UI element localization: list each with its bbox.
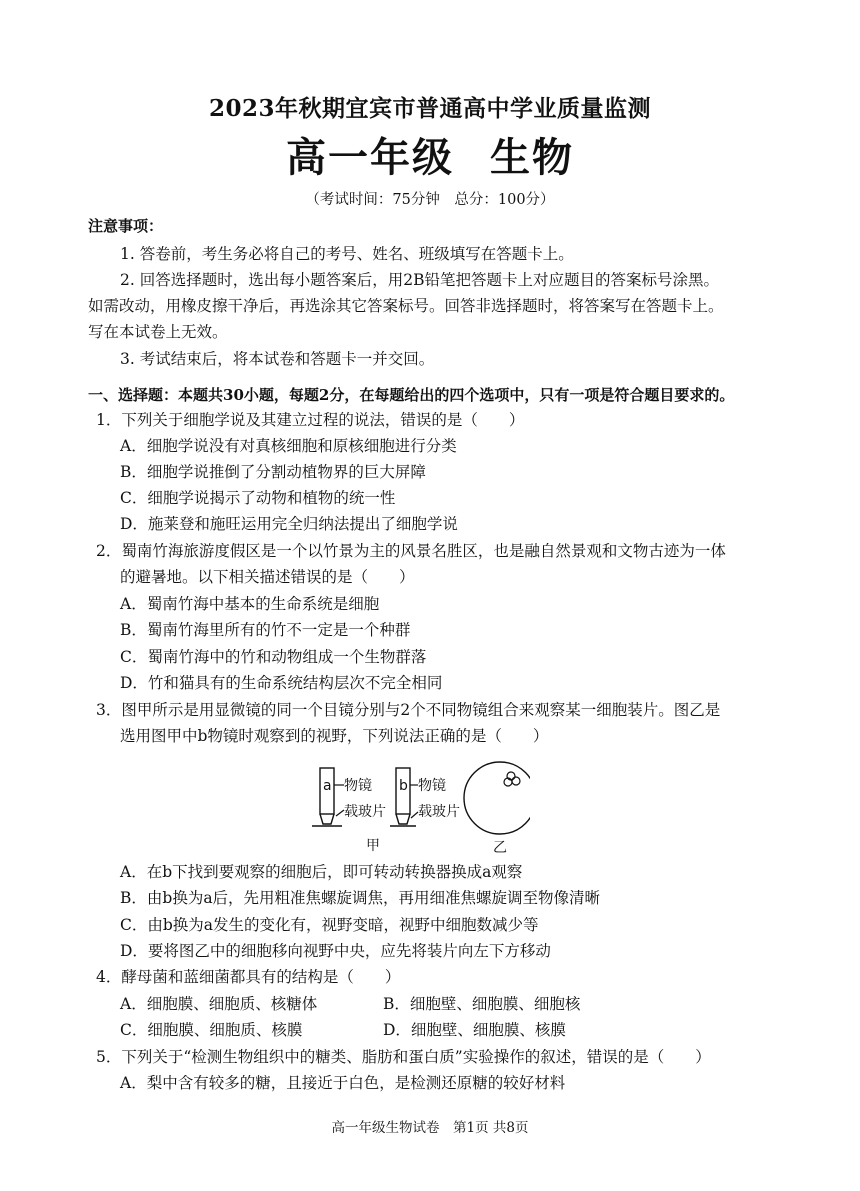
question-4-option-d: D．细胞壁、细胞膜、核膜 <box>383 1021 566 1039</box>
question-4-option-a: A．细胞膜、细胞质、核糖体 <box>120 995 318 1013</box>
main-title: 2023年秋期宜宾市普通高中学业质量监测 <box>208 95 651 122</box>
question-3-option-b: B．由b换为a后，先用粗准焦螺旋调焦，再用细准焦螺旋调至物像清晰 <box>120 889 601 907</box>
question-2-option-c: C．蜀南竹海中的竹和动物组成一个生物群落 <box>120 648 427 666</box>
page-footer: 高一年级生物试卷 第1页 共8页 <box>331 1120 529 1136</box>
label-b: b <box>399 778 408 794</box>
label-slide-a: 载玻片 <box>344 804 386 820</box>
microscope-diagram <box>300 758 530 858</box>
question-4-option-c: C．细胞膜、细胞质、核膜 <box>120 1021 303 1039</box>
section-1-heading: 一、选择题：本题共30小题，每题2分，在每题给出的四个选项中，只有一项是符合题目要求的。 <box>88 386 735 404</box>
label-jia: 甲 <box>366 838 380 854</box>
label-a: a <box>323 778 332 794</box>
label-yi: 乙 <box>493 840 507 856</box>
question-4-option-b: B．细胞壁、细胞膜、细胞核 <box>383 995 581 1013</box>
grade-label: 高一年级 <box>286 135 454 181</box>
notice-item-2-line-1: 2. 回答选择题时，选出每小题答案后，用2B铅笔把答题卡上对应题目的答案标号涂黑。 <box>120 271 719 289</box>
notice-heading: 注意事项： <box>88 217 164 235</box>
question-2-option-d: D．竹和猫具有的生命系统结构层次不完全相同 <box>120 674 443 692</box>
question-3-stem-cont: 选用图甲中b物镜时观察到的视野，下列说法正确的是（ ） <box>120 727 549 745</box>
subject-label: 生物 <box>490 135 574 181</box>
question-3-option-a: A．在b下找到要观察的细胞后，即可转动转换器换成a观察 <box>120 863 523 881</box>
field-of-view-drawing <box>464 762 530 834</box>
question-2-option-b: B．蜀南竹海里所有的竹不一定是一个种群 <box>120 621 411 639</box>
question-1-stem: 1．下列关于细胞学说及其建立过程的说法，错误的是（ ） <box>96 411 525 429</box>
notice-item-3: 3. 考试结束后，将本试卷和答题卡一并交回。 <box>120 350 435 368</box>
question-1-option-c: C．细胞学说揭示了动物和植物的统一性 <box>120 489 396 507</box>
notice-item-2-line-3: 写在本试卷上无效。 <box>88 323 228 341</box>
objective-a-drawing <box>312 768 386 826</box>
label-objective-a: 物镜 <box>344 778 372 794</box>
label-objective-b: 物镜 <box>418 778 446 794</box>
exam-info: （考试时间：75分钟 总分：100分） <box>305 192 555 208</box>
grade-subject-title <box>0 126 860 183</box>
question-1-option-d: D．施莱登和施旺运用完全归纳法提出了细胞学说 <box>120 515 458 533</box>
question-3-stem: 3．图甲所示是用显微镜的同一个目镜分别与2个不同物镜组合来观察某一细胞装片。图乙是 <box>96 701 721 719</box>
notice-item-1: 1. 答卷前，考生务必将自己的考号、姓名、班级填写在答题卡上。 <box>120 245 574 263</box>
label-slide-b: 载玻片 <box>418 804 460 820</box>
question-5-option-a: A．梨中含有较多的糖，且接近于白色，是检测还原糖的较好材料 <box>120 1074 566 1092</box>
question-2-option-a: A．蜀南竹海中基本的生命系统是细胞 <box>120 595 380 613</box>
question-1-option-b: B．细胞学说推倒了分割动植物界的巨大屏障 <box>120 463 426 481</box>
question-3-option-c: C．由b换为a发生的变化有，视野变暗，视野中细胞数减少等 <box>120 916 539 934</box>
question-4-stem: 4．酵母菌和蓝细菌都具有的结构是（ ） <box>96 968 401 986</box>
question-5-stem: 5．下列关于“检测生物组织中的糖类、脂肪和蛋白质”实验操作的叙述，错误的是（ ） <box>96 1048 711 1066</box>
microscope-figure <box>300 758 530 858</box>
question-2-stem: 2．蜀南竹海旅游度假区是一个以竹景为主的风景名胜区，也是融自然景观和文物古迹为一体 <box>96 542 726 560</box>
question-2-stem-cont: 的避暑地。以下相关描述错误的是（ ） <box>120 568 415 586</box>
objective-b-drawing <box>390 768 460 826</box>
question-3-option-d: D．要将图乙中的细胞移向视野中央，应先将装片向左下方移动 <box>120 942 551 960</box>
question-1-option-a: A．细胞学说没有对真核细胞和原核细胞进行分类 <box>120 437 457 455</box>
notice-item-2-line-2: 如需改动，用橡皮擦干净后，再选涂其它答案标号。回答非选择题时，将答案写在答题卡上。 <box>88 297 724 315</box>
